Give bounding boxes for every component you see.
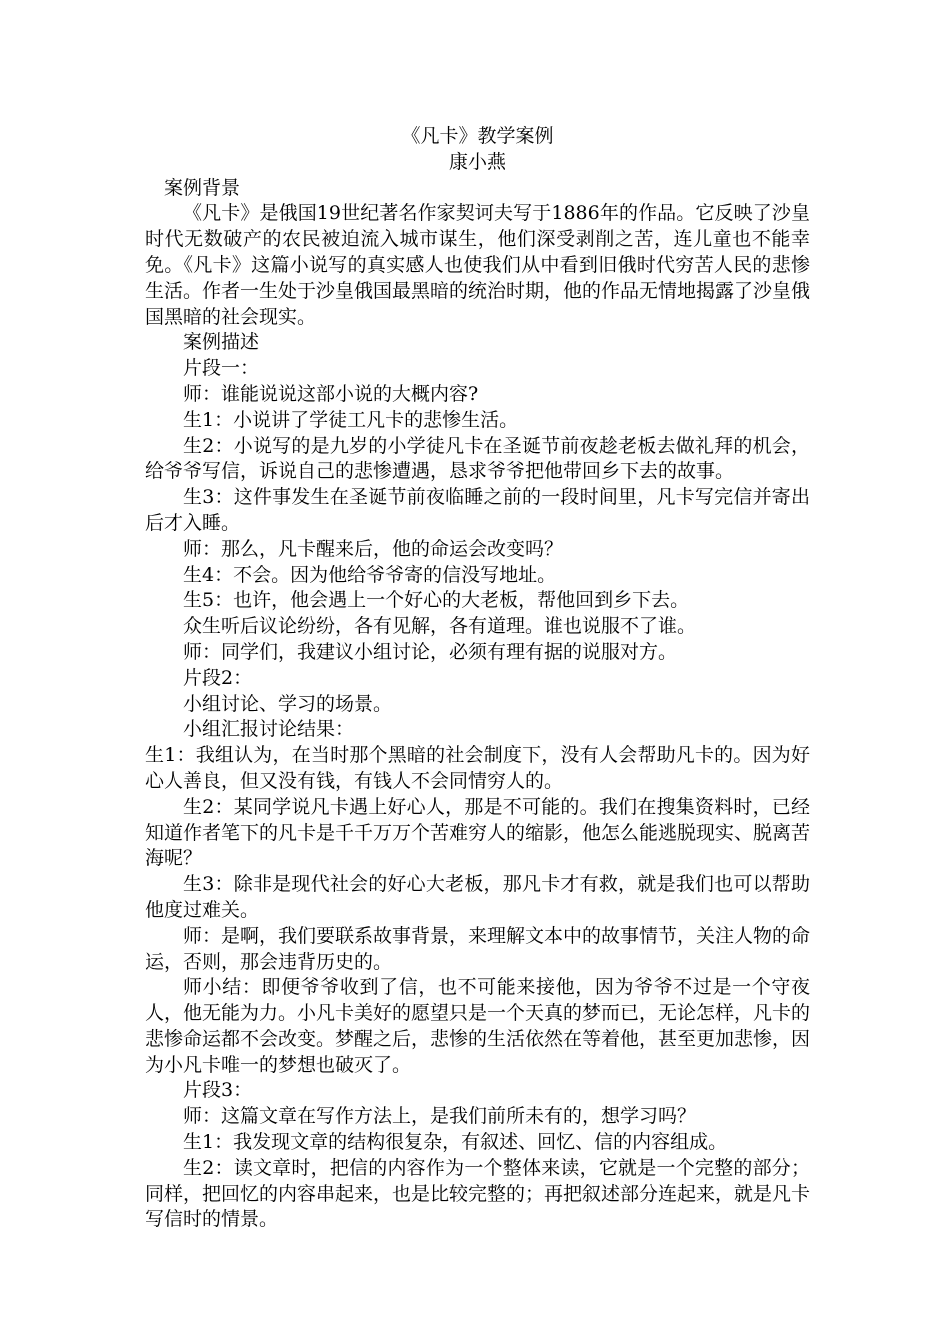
- section-heading-background: 案例背景: [164, 176, 241, 199]
- dialogue-line: 生1：小说讲了学徒工凡卡的悲惨生活。: [183, 408, 519, 431]
- dialogue-line: 生2：某同学说凡卡遇上好心人，那是不可能的。我们在搜集资料时，已经知道作者笔下的凡卡是千千万万个苦难穷人的缩影，他怎么能逃脱现实、脱离苦海呢？: [145, 795, 811, 870]
- paragraph-background: 《凡卡》是俄国19世纪著名作家契诃夫写于1886年的作品。它反映了沙皇时代无数破产的农民被迫流入城市谋生，他们深受剥削之苦，连儿童也不能幸免。《凡卡》这篇小说写的真实感人也使我们从中看到旧俄时代穷苦人民的悲惨生活。作者一生处于沙皇俄国最黑暗的统治时期，他的作品无情地揭露了沙皇俄国黑暗的社会现实。: [145, 202, 811, 328]
- dialogue-line: 生3：除非是现代社会的好心大老板，那凡卡才有救，就是我们也可以帮助他度过难关。: [145, 873, 810, 921]
- segment-heading-2: 片段2：: [183, 666, 253, 689]
- segment-heading-1: 片段一：: [183, 357, 260, 380]
- segment-heading-3: 片段3：: [183, 1079, 253, 1102]
- dialogue-line: 生2：小说写的是九岁的小学徒凡卡在圣诞节前夜趁老板去做礼拜的机会，给爷爷写信，诉说自己的悲惨遭遇，恳求爷爷把他带回乡下去的故事。: [145, 434, 810, 483]
- dialogue-line: 生1：我组认为，在当时那个黑暗的社会制度下，没有人会帮助凡卡的。因为好心人善良，但又没有钱，有钱人不会同情穷人的。: [145, 744, 810, 792]
- document-body: [145, 124, 810, 1233]
- dialogue-line: 生1：我发现文章的结构很复杂，有叙述、回忆、信的内容组成。: [183, 1131, 728, 1154]
- narration-line: 众生听后议论纷纷，各有见解，各有道理。谁也说服不了谁。: [183, 615, 697, 638]
- narration-line: 小组汇报讨论结果：: [183, 718, 355, 741]
- document-author: 康小燕: [448, 150, 506, 173]
- dialogue-line: 师：同学们，我建议小组讨论，必须有理有据的说服对方。: [183, 640, 678, 663]
- dialogue-line: 师：是啊，我们要联系故事背景，来理解文本中的故事情节，关注人物的命运，否则，那会违背历史的。: [145, 924, 811, 973]
- dialogue-line: 生5：也许，他会遇上一个好心的大老板，帮他回到乡下去。: [183, 589, 690, 612]
- section-heading-description: 案例描述: [183, 331, 260, 354]
- dialogue-line: 师：这篇文章在写作方法上，是我们前所未有的，想学习吗？: [183, 1105, 697, 1128]
- narration-line: 小组讨论、学习的场景。: [183, 692, 393, 715]
- dialogue-line: 师：谁能说说这部小说的大概内容?: [183, 382, 479, 405]
- dialogue-line: 师：那么，凡卡醒来后，他的命运会改变吗？: [183, 537, 564, 560]
- document-title: 《凡卡》教学案例: [401, 125, 554, 147]
- dialogue-line: 生2：读文章时，把信的内容作为一个整体来读，它就是一个完整的部分；同样，把回忆的内容串起来，也是比较完整的；再把叙述部分连起来，就是凡卡写信时的情景。: [145, 1156, 811, 1231]
- dialogue-line: 生4：不会。因为他给爷爷寄的信没写地址。: [183, 563, 557, 586]
- dialogue-line: 生3：这件事发生在圣诞节前夜临睡之前的一段时间里，凡卡写完信并寄出后才入睡。: [145, 486, 810, 534]
- summary-line: 师小结：即便爷爷收到了信，也不可能来接他，因为爷爷不过是一个守夜人，他无能为力。小凡卡美好的愿望只是一个天真的梦而已，无论怎样，凡卡的悲惨命运都不会改变。梦醒之后，悲惨的生活依然在等着他，甚至更加悲惨，因为小凡卡唯一的梦想也破灭了。: [145, 976, 811, 1076]
